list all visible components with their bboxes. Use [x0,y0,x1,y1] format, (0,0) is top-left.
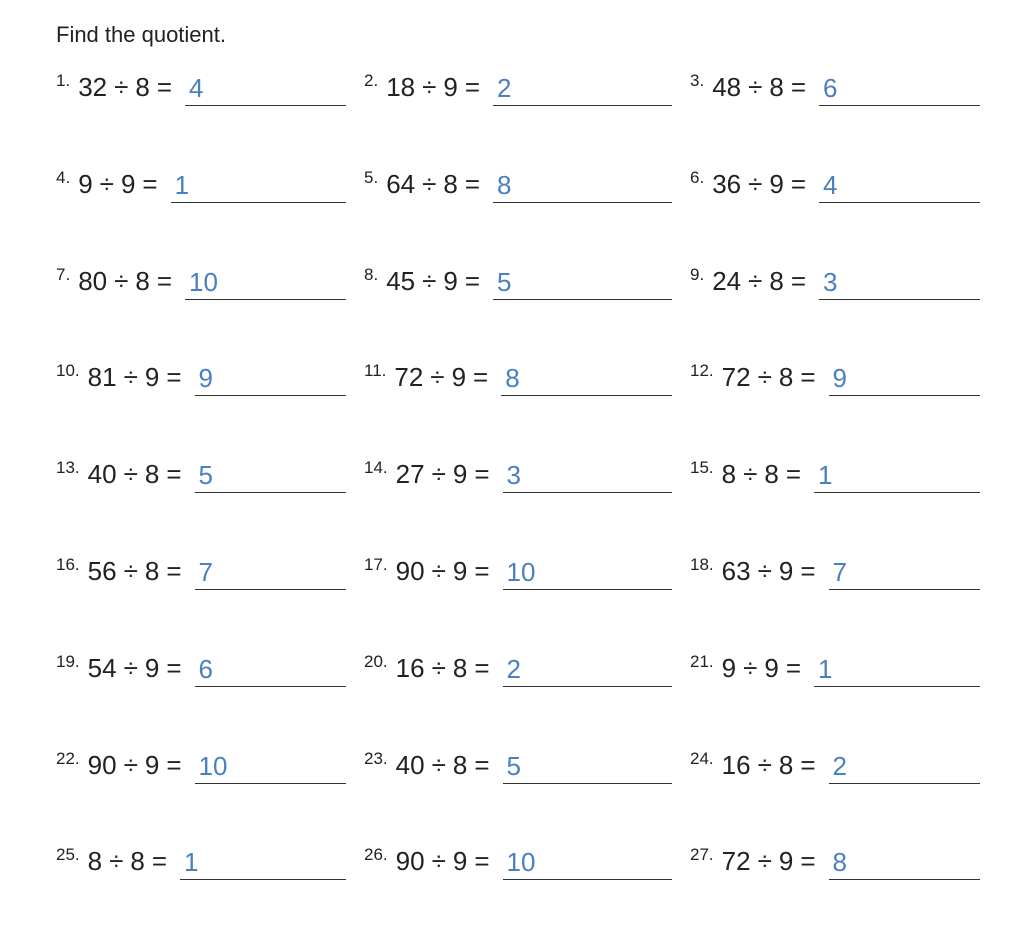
division-expression [88,556,189,586]
divisor: 9 [144,362,160,393]
divide-sign: ÷ [431,459,446,490]
answer-field[interactable] [503,652,673,687]
divisor: 9 [452,555,468,586]
divisor: 9 [769,168,784,199]
answer-value: 9 [198,363,213,394]
problem-number: 16. [56,554,80,574]
equals-sign: = [166,652,182,683]
dividend: 16 [395,652,425,683]
divisor: 9 [778,555,794,586]
answer-field[interactable] [503,555,673,590]
divide-sign: ÷ [431,652,446,683]
equals-sign: = [166,459,182,490]
problem-number: 12. [690,361,714,381]
divisor: 9 [144,749,160,780]
division-expression [386,72,487,102]
dividend: 90 [87,749,117,780]
problem-item [364,163,672,203]
problem-item [364,744,672,784]
dividend: 54 [87,652,117,683]
answer-field[interactable] [814,652,980,687]
dividend: 72 [721,362,751,393]
answer-field[interactable] [814,458,980,493]
dividend: 8 [721,459,737,490]
answer-field[interactable] [195,458,347,493]
answer-value: 9 [832,363,847,394]
division-expression [88,362,189,392]
equals-sign: = [142,168,158,199]
divisor: 8 [769,72,784,102]
problem-item [364,647,672,687]
divide-sign: ÷ [123,362,138,393]
divisor: 8 [144,555,160,586]
problem-item [56,260,346,300]
problem-item [364,66,672,106]
division-expression [78,169,164,199]
problem-number: 15. [690,458,714,478]
division-expression [88,846,174,876]
answer-value: 10 [506,847,536,878]
dividend: 90 [395,555,425,586]
answer-field[interactable] [195,749,347,784]
problem-item [690,453,980,493]
problem-number: 14. [364,458,388,478]
equals-sign: = [790,265,807,296]
dividend: 72 [721,846,751,877]
divide-sign: ÷ [114,72,129,102]
answer-field[interactable] [819,265,980,300]
answer-value: 2 [506,653,521,684]
answer-field[interactable] [185,71,346,106]
divide-sign: ÷ [114,265,129,296]
problem-number: 9. [690,264,705,284]
divide-sign: ÷ [123,749,138,780]
dividend: 48 [712,72,742,102]
divisor: 8 [144,459,160,490]
answer-value: 5 [497,266,512,297]
equals-sign: = [790,72,807,102]
problem-number: 18. [690,554,714,574]
problem-number: 25. [56,845,80,865]
problem-item [690,647,980,687]
problem-item [364,840,672,880]
equals-sign: = [156,265,173,296]
answer-value: 7 [198,556,213,587]
divide-sign: ÷ [748,168,763,199]
answer-field[interactable] [829,749,981,784]
divide-sign: ÷ [748,265,763,296]
divide-sign: ÷ [422,265,437,296]
equals-sign: = [151,846,168,877]
division-expression [712,169,813,199]
divisor: 9 [443,72,458,102]
dividend: 27 [395,459,425,490]
answer-field[interactable] [195,652,347,687]
equals-sign: = [474,652,490,683]
equals-sign: = [464,168,481,199]
dividend: 81 [87,362,117,393]
answer-field[interactable] [829,555,981,590]
division-expression [396,846,497,876]
problem-item [364,356,672,396]
division-expression [722,750,823,780]
answer-field[interactable] [180,845,346,880]
divisor: 9 [778,846,794,877]
equals-sign: = [790,168,807,199]
dividend: 63 [721,555,751,586]
answer-value: 1 [818,653,833,684]
answer-field[interactable] [819,71,980,106]
answer-field[interactable] [171,168,346,203]
answer-value: 3 [506,460,521,491]
problem-item [56,744,346,784]
division-expression [712,266,813,296]
division-expression [722,653,808,683]
answer-value: 1 [818,460,833,491]
answer-value: 10 [506,556,536,587]
divide-sign: ÷ [422,168,437,199]
divisor: 9 [764,652,779,683]
problem-item [690,163,980,203]
divide-sign: ÷ [757,846,772,877]
equals-sign: = [800,362,816,393]
dividend: 36 [712,168,742,199]
divisor: 8 [778,749,794,780]
divide-sign: ÷ [743,652,758,683]
answer-field[interactable] [819,168,980,203]
answer-value: 6 [198,653,213,684]
dividend: 8 [87,846,103,877]
division-expression [722,846,823,876]
problem-number: 23. [364,748,388,768]
dividend: 90 [395,846,425,877]
answer-field[interactable] [185,265,346,300]
dividend: 80 [78,265,108,296]
division-expression [722,556,823,586]
division-expression [722,459,808,489]
problem-item [56,66,346,106]
equals-sign: = [474,555,490,586]
divide-sign: ÷ [431,749,446,780]
problem-item [690,66,980,106]
divide-sign: ÷ [748,72,763,102]
divisor: 8 [130,846,145,877]
problem-number: 11. [364,361,387,381]
dividend: 72 [394,362,424,393]
equals-sign: = [474,459,490,490]
problem-number: 19. [56,651,80,671]
answer-value: 1 [184,847,199,878]
divide-sign: ÷ [99,168,114,199]
answer-field[interactable] [195,555,347,590]
division-expression [88,750,189,780]
answer-value: 2 [832,750,847,781]
answer-value: 2 [497,73,512,103]
equals-sign: = [785,459,802,490]
equals-sign: = [800,749,816,780]
division-expression [78,72,179,102]
division-expression [396,750,497,780]
equals-sign: = [785,652,802,683]
divide-sign: ÷ [743,459,758,490]
problem-item [364,260,672,300]
dividend: 32 [78,72,108,102]
equals-sign: = [166,555,182,586]
answer-value: 4 [823,169,838,200]
division-expression [396,653,497,683]
answer-field[interactable] [829,845,981,880]
division-expression [88,653,189,683]
division-expression [386,266,487,296]
division-expression [396,459,497,489]
divisor: 9 [452,459,468,490]
division-expression [722,362,823,392]
division-expression [386,169,487,199]
divide-sign: ÷ [123,652,138,683]
equals-sign: = [156,72,173,102]
equals-sign: = [800,846,816,877]
divisor: 8 [769,265,784,296]
equals-sign: = [473,362,489,393]
equals-sign: = [474,846,490,877]
divisor: 9 [451,362,467,393]
dividend: 40 [395,749,425,780]
problem-number: 7. [56,264,71,284]
answer-field[interactable] [501,361,672,396]
problem-number: 3. [690,71,705,90]
dividend: 9 [721,652,737,683]
problem-number: 6. [690,167,705,187]
answer-value: 3 [823,266,838,297]
divisor: 8 [135,265,150,296]
problem-number: 17. [364,554,388,574]
divide-sign: ÷ [757,749,772,780]
dividend: 24 [712,265,742,296]
divisor: 8 [452,749,468,780]
divide-sign: ÷ [757,555,772,586]
answer-field[interactable] [493,168,672,203]
answer-field[interactable] [829,361,981,396]
divide-sign: ÷ [422,72,437,102]
divisor: 9 [144,652,160,683]
answer-value: 8 [497,169,512,200]
divisor: 8 [778,362,794,393]
problem-number: 8. [364,264,379,284]
dividend: 9 [78,168,93,199]
division-expression [712,72,813,102]
answer-value: 5 [198,460,213,491]
answer-field[interactable] [503,458,673,493]
divide-sign: ÷ [123,555,138,586]
answer-field[interactable] [493,265,672,300]
dividend: 45 [386,265,416,296]
instructions: Find the quotient. [56,22,227,47]
problem-grid [56,66,966,937]
dividend: 40 [87,459,117,490]
problem-item [690,356,980,396]
divisor: 8 [135,72,150,102]
problem-number: 22. [56,748,80,768]
divide-sign: ÷ [430,362,445,393]
divisor: 8 [764,459,779,490]
problem-item [690,744,980,784]
problem-number: 20. [364,651,388,671]
divisor: 9 [120,168,136,199]
problem-number: 1. [56,71,71,90]
equals-sign: = [464,72,481,102]
equals-sign: = [474,749,490,780]
problem-item [56,163,346,203]
problem-number: 24. [690,748,714,768]
dividend: 18 [386,72,416,102]
equals-sign: = [166,362,182,393]
problem-item [364,453,672,493]
problem-item [690,840,980,880]
division-expression [78,266,179,296]
problem-number: 27. [690,845,714,865]
problem-item [56,550,346,590]
answer-value: 7 [832,556,847,587]
dividend: 16 [721,749,751,780]
division-expression [394,362,495,392]
answer-field[interactable] [493,71,672,106]
problem-item [56,453,346,493]
answer-field[interactable] [195,361,347,396]
equals-sign: = [800,555,816,586]
divisor: 9 [443,265,458,296]
equals-sign: = [464,265,481,296]
problem-item [690,260,980,300]
answer-value: 10 [189,266,218,297]
problem-item [56,840,346,880]
answer-value: 8 [832,847,847,878]
divide-sign: ÷ [431,555,446,586]
division-expression [88,459,189,489]
problem-item [56,356,346,396]
divide-sign: ÷ [431,846,446,877]
answer-value: 6 [823,73,838,103]
equals-sign: = [166,749,182,780]
divide-sign: ÷ [123,459,138,490]
answer-field[interactable] [503,845,673,880]
answer-value: 5 [506,750,521,781]
divisor: 9 [452,846,468,877]
dividend: 56 [87,555,117,586]
dividend: 64 [386,168,416,199]
division-expression [396,556,497,586]
divide-sign: ÷ [757,362,772,393]
problem-number: 5. [364,167,379,187]
problem-number: 4. [56,167,71,187]
answer-field[interactable] [503,749,673,784]
answer-value: 10 [198,750,228,781]
problem-item [56,647,346,687]
problem-number: 10. [56,361,80,381]
problem-number: 2. [364,71,379,90]
divisor: 8 [452,652,468,683]
answer-value: 4 [189,73,204,103]
answer-value: 8 [505,363,520,394]
problem-number: 26. [364,845,388,865]
answer-value: 1 [174,169,190,200]
problem-number: 13. [56,458,80,478]
problem-item [690,550,980,590]
problem-number: 21. [690,651,714,671]
problem-item [364,550,672,590]
divisor: 8 [443,168,458,199]
divide-sign: ÷ [109,846,124,877]
